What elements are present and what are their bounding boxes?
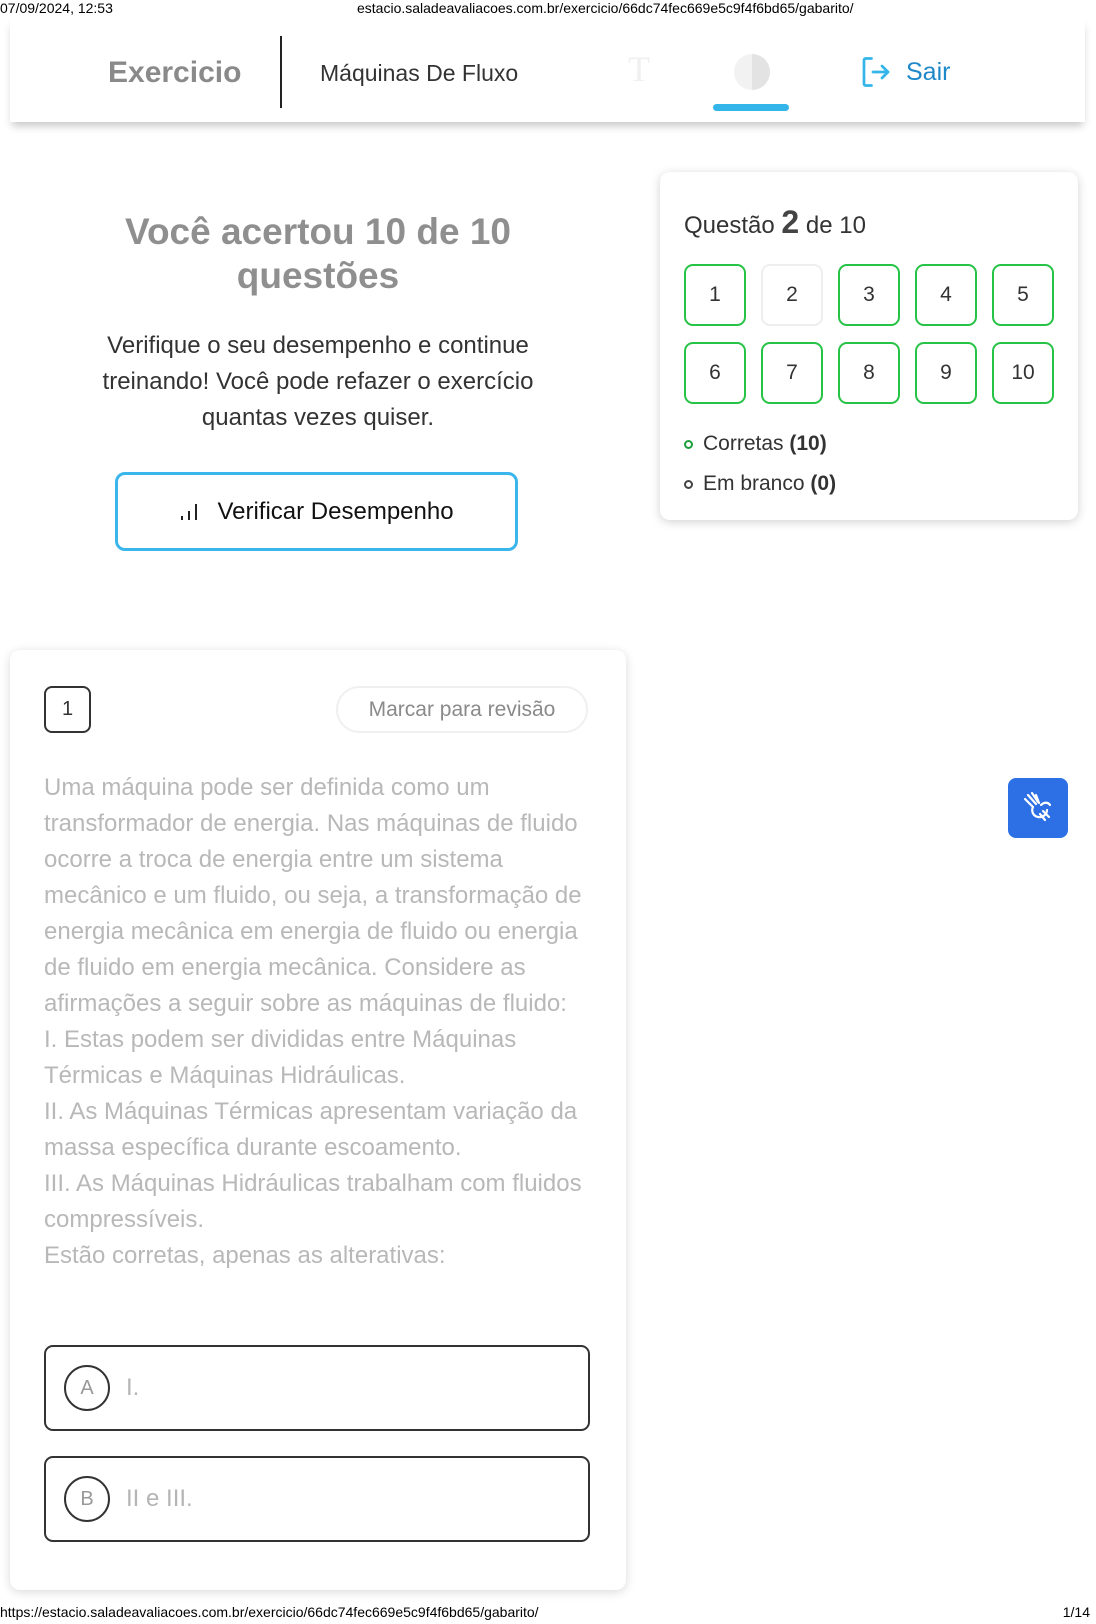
print-header bbox=[0, 0, 1096, 18]
correct-count: (10) bbox=[789, 432, 827, 455]
current-question-indicator bbox=[684, 204, 866, 241]
statement-3: III. As Máquinas Hidráulicas trabalham com fluidos compressíveis. bbox=[44, 1170, 582, 1233]
app-title: Exercicio bbox=[108, 56, 242, 89]
score-description: Verifique o seu desempenho e continue treinando! Você pode refazer o exercício quantas vezes quiser. bbox=[102, 332, 534, 431]
answer-option-a[interactable] bbox=[44, 1345, 590, 1431]
question-card bbox=[10, 650, 626, 1590]
accessibility-button[interactable] bbox=[1008, 778, 1068, 838]
question-button-1[interactable]: 1 bbox=[684, 264, 746, 326]
logout-button[interactable] bbox=[858, 54, 950, 90]
mark-for-review-button[interactable]: Marcar para revisão bbox=[336, 686, 588, 733]
score-heading: Você acertou 10 de 10 questões bbox=[125, 211, 511, 296]
bar-chart-icon bbox=[179, 501, 201, 523]
active-tab-indicator bbox=[713, 104, 789, 111]
verify-performance-button[interactable] bbox=[115, 472, 518, 551]
blank-dot-icon bbox=[684, 480, 693, 489]
question-button-7[interactable]: 7 bbox=[761, 342, 823, 404]
current-question-number: 2 bbox=[781, 204, 800, 240]
statement-1: I. Estas podem ser divididas entre Máquinas Térmicas e Máquinas Hidráulicas. bbox=[44, 1026, 517, 1089]
subject-title: Máquinas De Fluxo bbox=[320, 60, 519, 86]
question-prompt: Estão corretas, apenas as alterativas: bbox=[44, 1242, 446, 1269]
print-datetime: 07/09/2024, 12:53 bbox=[0, 0, 113, 16]
option-text-b: II e III. bbox=[126, 1485, 193, 1512]
legend-correct bbox=[684, 432, 827, 456]
question-button-9[interactable]: 9 bbox=[915, 342, 977, 404]
option-text-a: I. bbox=[126, 1374, 140, 1401]
question-button-8[interactable]: 8 bbox=[838, 342, 900, 404]
navigator-prefix: Questão bbox=[684, 212, 775, 239]
question-button-6[interactable]: 6 bbox=[684, 342, 746, 404]
option-letter-a: A bbox=[64, 1365, 110, 1411]
question-button-2[interactable]: 2 bbox=[761, 264, 823, 326]
question-navigator bbox=[660, 172, 1078, 520]
question-intro: Uma máquina pode ser definida como um transformador de energia. Nas máquinas de fluido ocorre a troca de energia entre um sistema mecânico e um fluido, ou seja, a transformação de energia mecânica em energia de fluido ou energia de fluido em energia mecânica. Considere as afirmações a seguir sobre as máquinas de fluido: bbox=[44, 774, 582, 1017]
header-divider bbox=[280, 36, 282, 108]
question-button-3[interactable]: 3 bbox=[838, 264, 900, 326]
font-size-toggle-icon[interactable]: T bbox=[628, 49, 650, 89]
answer-option-b[interactable] bbox=[44, 1456, 590, 1542]
print-footer bbox=[0, 1604, 1096, 1624]
page-number: 1/14 bbox=[1062, 1604, 1090, 1620]
statement-2: II. As Máquinas Térmicas apresentam variação da massa específica durante escoamento. bbox=[44, 1098, 578, 1161]
correct-label: Corretas bbox=[703, 432, 784, 455]
top-navigation-bar bbox=[10, 18, 1085, 122]
question-text bbox=[44, 770, 604, 1274]
footer-url: https://estacio.saladeavaliacoes.com.br/exercicio/66dc74fec669e5c9f4f6bd65/gabarito/ bbox=[0, 1604, 539, 1620]
question-button-5[interactable]: 5 bbox=[992, 264, 1054, 326]
navigator-suffix: de 10 bbox=[805, 212, 866, 239]
option-letter-b: B bbox=[64, 1476, 110, 1522]
question-grid bbox=[684, 264, 1054, 404]
blank-count: (0) bbox=[810, 472, 837, 495]
question-button-4[interactable]: 4 bbox=[915, 264, 977, 326]
question-number-badge: 1 bbox=[44, 686, 91, 733]
sign-language-hands-icon bbox=[1019, 789, 1057, 827]
logout-icon bbox=[858, 54, 894, 90]
question-button-10[interactable]: 10 bbox=[992, 342, 1054, 404]
logout-label: Sair bbox=[906, 57, 951, 86]
correct-dot-icon bbox=[684, 440, 693, 449]
blank-label: Em branco bbox=[703, 472, 805, 495]
verify-performance-label: Verificar Desempenho bbox=[217, 497, 454, 525]
legend-blank bbox=[684, 472, 836, 496]
contrast-toggle-icon[interactable] bbox=[734, 54, 770, 90]
print-url: estacio.saladeavaliacoes.com.br/exercicio/66dc74fec669e5c9f4f6bd65/gabarito/ bbox=[357, 0, 854, 16]
